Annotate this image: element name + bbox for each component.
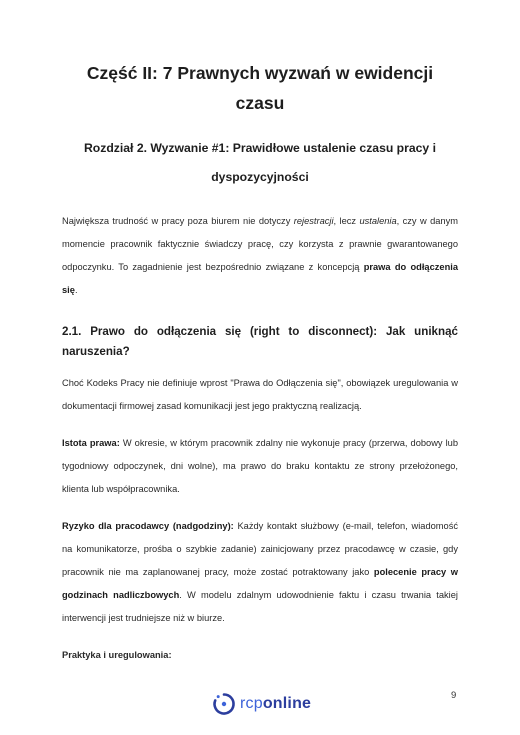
paragraph-ryzyko: Ryzyko dla pracodawcy (nadgodziny): Każdy kontakt służbowy (e-mail, telefon, wiadomość na komunikatorze, prośba o szybkie zadanie) zainicjowany przez pracodawcę w czasie, gdy pracownik nie ma zaplanowanej pracy, może zostać potraktowany jako polecenie pracy w godzinach nadliczbowych. W modelu zdalnym udowodnienie faktu i czasu trwania takiej interwencji jest trudniejsze niż w biurze. xyxy=(62,521,459,623)
page-number: 9 xyxy=(451,690,457,701)
intro-paragraph: Największa trudność w pracy poza biurem nie dotyczy rejestracji, lecz ustalenia, czy w danym momencie pracownik faktycznie świadczy pracę, czy korzysta z prawnie gwarantowanego odpoczynku. To zagadnienie jest bezpośrednio związane z koncepcją prawa do odłączenia się. xyxy=(62,216,458,295)
subheading-praktyka: Praktyka i uregulowania: xyxy=(62,650,172,660)
section-title: 2.1. Prawo do odłączenia się (right to disconnect): Jak uniknąć naruszenia? xyxy=(62,325,458,358)
part-heading: Część II: 7 Prawnych wyzwań w ewidencji czasu xyxy=(86,63,434,113)
rcponline-logo xyxy=(212,690,311,718)
clock-logo-icon xyxy=(212,692,236,716)
paragraph-istota-prawa: Istota prawa: W okresie, w którym pracownik zdalny nie wykonuje pracy (przerwa, dobowy lub tygodniowy odpoczynek, dni wolne), ma prawo do braku kontaktu ze strony przełożonego, klienta lub współpracownika. xyxy=(62,438,459,494)
document-page xyxy=(62,58,458,667)
logo-wordmark: rcponline xyxy=(240,695,312,712)
paragraph-kodeks: Choć Kodeks Pracy nie definiuje wprost "Prawa do Odłączenia się", obowiązek uregulowania w dokumentacji firmowej zasad komunikacji jest jego praktyczną realizacją. xyxy=(62,378,458,411)
chapter-heading: Rozdział 2. Wyzwanie #1: Prawidłowe ustalenie czasu pracy i dyspozycyjności xyxy=(84,141,436,184)
